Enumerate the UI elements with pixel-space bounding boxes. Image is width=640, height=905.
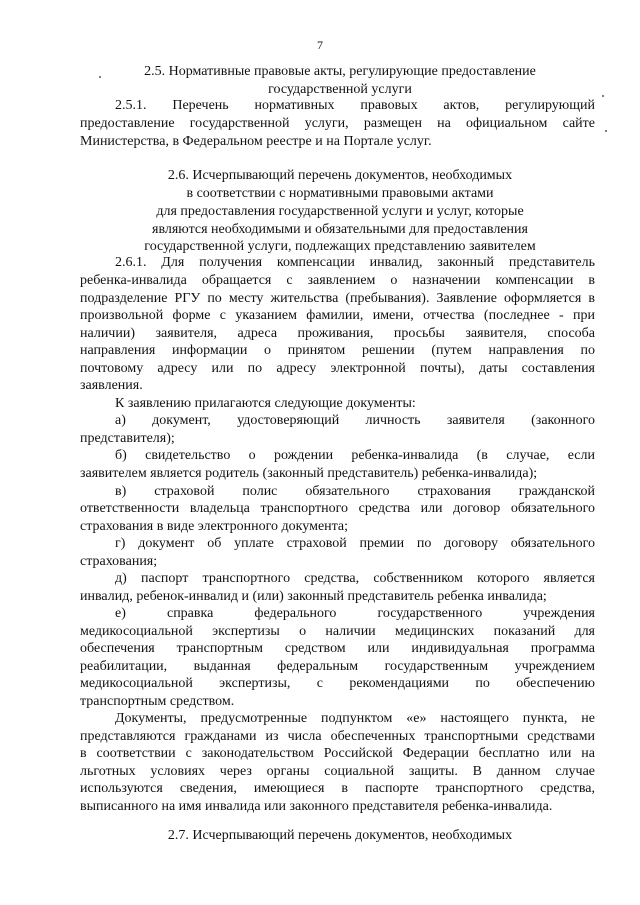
item-e-line-2: медикосоциальной экспертизы о наличии медицинских показаний для bbox=[80, 624, 595, 639]
paragraph-2-6-1-line-4: произвольной форме с указанием фамилии, имени, отчества (последнее - при bbox=[80, 308, 595, 323]
item-v-line-1: в) страховой полис обязательного страхования гражданской bbox=[115, 484, 595, 499]
item-e-line-5: медикосоциальной экспертизы, с рекомендациями по обеспечению bbox=[80, 676, 595, 691]
note-line-4: льготных условиях через органы социальной защиты. В данном случае bbox=[80, 764, 595, 779]
note-line-3: в соответствии с законодательством Российской Федерации бесплатно или на bbox=[80, 746, 595, 761]
scan-speck bbox=[605, 130, 607, 132]
paragraph-2-6-1-line-7: почтовому адресу или по адресу электронной почты), даты составления bbox=[80, 361, 595, 376]
attachments-intro: К заявлению прилагаются следующие документы: bbox=[115, 396, 416, 411]
scan-speck bbox=[99, 76, 101, 78]
scan-speck bbox=[602, 95, 604, 97]
item-a-line-2: представителя); bbox=[80, 431, 175, 446]
section-2-6-title-line-2: в соответствии с нормативными правовыми актами bbox=[186, 186, 494, 201]
page-number: 7 bbox=[317, 38, 323, 52]
paragraph-2-6-1-line-1: 2.6.1. Для получения компенсации инвалид, законный представитель bbox=[115, 255, 595, 270]
paragraph-2-6-1-line-3: подразделение РГУ по месту жительства (пребывания). Заявление оформляется в bbox=[80, 291, 595, 306]
note-line-5: используются сведения, имеющиеся в паспорте транспортного средства, bbox=[80, 781, 595, 796]
item-b-line-2: заявителем является родитель (законный представитель) ребенка-инвалида); bbox=[80, 466, 538, 481]
item-v-line-3: страхования в виде электронного документа; bbox=[80, 519, 349, 534]
paragraph-2-5-1-line-2: предоставление государственной услуги, размещен на официальном сайте bbox=[80, 116, 595, 131]
paragraph-2-5-1-line-1: 2.5.1. Перечень нормативных правовых актов, регулирующий bbox=[115, 98, 595, 113]
item-v-line-2: ответственности владельца транспортного средства или договор обязательного bbox=[80, 501, 595, 516]
item-d-line-1: д) паспорт транспортного средства, собственником которого является bbox=[115, 571, 595, 586]
item-d-line-2: инвалид, ребенок-инвалид и (или) законный представитель ребенка инвалида; bbox=[80, 589, 547, 604]
section-2-5-title-line-1: 2.5. Нормативные правовые акты, регулирующие предоставление bbox=[144, 64, 536, 79]
paragraph-2-6-1-line-2: ребенка-инвалида обращается с заявлением о назначении компенсации в bbox=[80, 273, 595, 288]
paragraph-2-6-1-line-8: заявления. bbox=[80, 378, 143, 393]
section-2-6-title-line-3: для предоставления государственной услуги и услуг, которые bbox=[156, 204, 524, 219]
section-2-7-title: 2.7. Исчерпывающий перечень документов, необходимых bbox=[167, 828, 513, 843]
note-line-2: представляются гражданами из числа обеспеченных транспортными средствами bbox=[80, 729, 595, 744]
note-line-1: Документы, предусмотренные подпунктом «е» настоящего пункта, не bbox=[115, 711, 595, 726]
item-e-line-6: транспортным средством. bbox=[80, 694, 235, 709]
item-g-line-2: страхования; bbox=[80, 554, 158, 569]
section-2-6-title-line-5: государственной услуги, подлежащих представлению заявителем bbox=[144, 239, 536, 254]
section-2-5-title-line-2: государственной услуги bbox=[268, 82, 412, 97]
item-e-line-1: е) справка федерального государственного учреждения bbox=[115, 606, 595, 621]
item-e-line-3: обеспечения транспортным средством или индивидуальная программа bbox=[80, 641, 595, 656]
item-g-line-1: г) документ об уплате страховой премии по договору обязательного bbox=[115, 536, 595, 551]
item-a-line-1: а) документ, удостоверяющий личность заявителя (законного bbox=[115, 413, 595, 428]
paragraph-2-6-1-line-6: направления информации о принятом решении (путем направления по bbox=[80, 343, 595, 358]
item-e-line-4: реабилитации, выданная федеральным государственным учреждением bbox=[80, 659, 595, 674]
item-b-line-1: б) свидетельство о рождении ребенка-инвалида (в случае, если bbox=[115, 448, 595, 463]
note-line-6: выписанного на имя инвалида или законного представителя ребенка-инвалида. bbox=[80, 799, 553, 814]
paragraph-2-6-1-line-5: наличии) заявителя, адреса проживания, просьбы заявителя, способа bbox=[80, 326, 595, 341]
section-2-6-title-line-1: 2.6. Исчерпывающий перечень документов, необходимых bbox=[167, 168, 513, 183]
paragraph-2-5-1-line-3: Министерства, в Федеральном реестре и на Портале услуг. bbox=[80, 134, 432, 149]
section-2-6-title-line-4: являются необходимыми и обязательными для предоставления bbox=[152, 222, 528, 237]
